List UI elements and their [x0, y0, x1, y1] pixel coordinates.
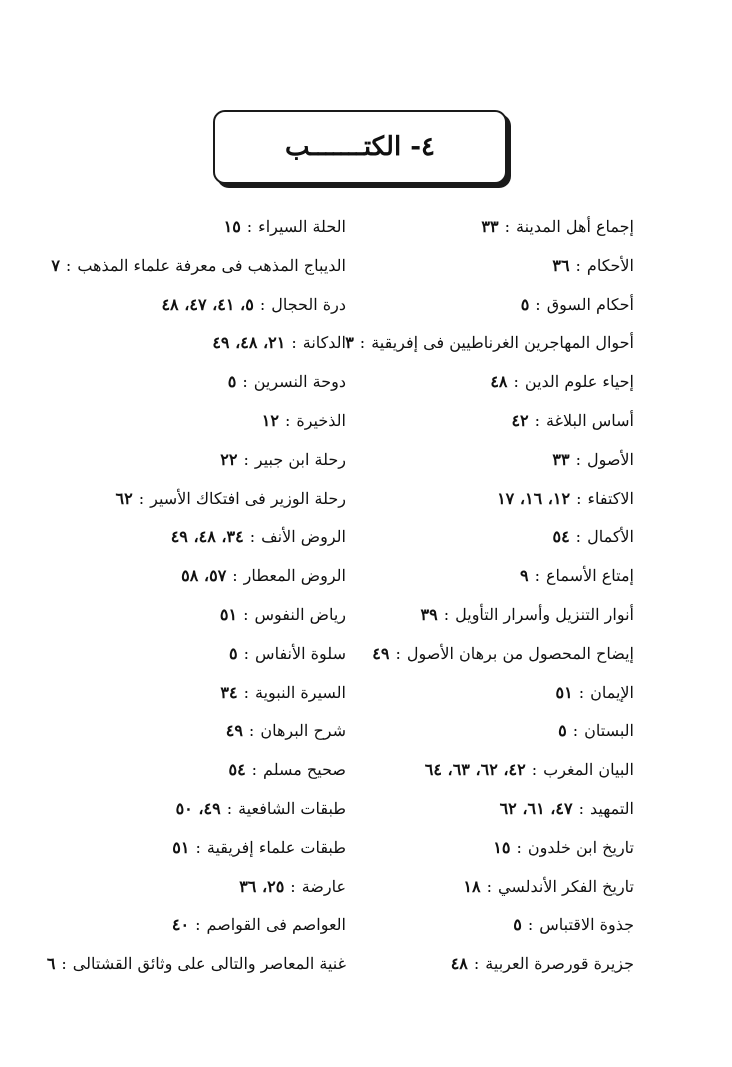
- separator: :: [243, 449, 249, 469]
- separator: :: [284, 410, 291, 430]
- separator: :: [395, 643, 401, 663]
- book-title: التمهيد: [590, 798, 634, 818]
- index-entry: [56, 208, 346, 247]
- index-entry: [374, 518, 634, 557]
- book-title: العواصم فى القواصم: [206, 915, 346, 935]
- page-numbers: ٣٦: [552, 255, 570, 275]
- page-numbers: ٥١: [555, 682, 573, 702]
- index-entry: [56, 829, 346, 868]
- index-entry: [374, 557, 634, 596]
- separator: :: [248, 721, 255, 741]
- book-title: جزيرة قورصرة العربية: [485, 954, 634, 974]
- separator: :: [232, 566, 238, 586]
- separator: :: [246, 217, 253, 236]
- separator: :: [291, 333, 297, 353]
- index-entry: [374, 790, 634, 829]
- index-entry: [56, 712, 346, 751]
- separator: :: [243, 604, 249, 624]
- index-entry: [374, 712, 634, 751]
- separator: :: [513, 372, 519, 392]
- page-numbers: ٩: [520, 566, 529, 586]
- book-title: الروض المعطار: [243, 566, 346, 586]
- page-numbers: ٣٩: [420, 604, 438, 624]
- book-title: إحياء علوم الدين: [524, 372, 634, 392]
- index-entry: [374, 868, 634, 907]
- index-entry: [56, 635, 346, 674]
- index-entry: [374, 480, 634, 519]
- page-numbers: ٢٥، ٣٦: [239, 876, 285, 896]
- book-title: الذخيرة: [296, 410, 346, 430]
- book-title: عارضة: [301, 876, 346, 896]
- book-title: طبقات علماء إفريقية: [206, 837, 346, 857]
- index-entry: [56, 286, 346, 325]
- book-title: تاريخ الفكر الأندلسي: [498, 876, 634, 896]
- page-numbers: ٥: [520, 294, 530, 314]
- book-title: رحلة ابن جبير: [254, 449, 346, 469]
- index-entry: [56, 518, 346, 557]
- page-numbers: ٢٢: [220, 449, 238, 469]
- index-entry: [46, 945, 346, 984]
- index-entry: [374, 635, 634, 674]
- index-entry: [51, 247, 346, 286]
- page-numbers: ٣٣: [552, 449, 570, 469]
- books-index-left-column: [46, 208, 346, 984]
- page-numbers: ٣: [345, 333, 354, 353]
- separator: :: [226, 798, 233, 818]
- separator: :: [576, 488, 582, 508]
- book-title: الحلة السيراء: [258, 217, 346, 236]
- page-numbers: ٤٢، ٦٢، ٦٣، ٦٤: [424, 760, 526, 780]
- page-numbers: ٤٠: [171, 915, 190, 935]
- page-numbers: ١٥: [223, 217, 241, 236]
- page-numbers: ٦٢: [115, 488, 133, 508]
- book-title: البستان: [584, 721, 634, 741]
- page-numbers: ١٢: [261, 410, 279, 430]
- book-title: جذوة الاقتباس: [539, 915, 634, 935]
- index-entry: [56, 324, 346, 363]
- section-title: ٤- الكتـــــــب: [284, 132, 435, 162]
- index-entry: [374, 286, 634, 325]
- book-title: البيان المغرب: [543, 760, 634, 780]
- page-numbers: ٥: [227, 372, 237, 392]
- page-numbers: ٤٩: [225, 721, 243, 741]
- separator: :: [572, 721, 579, 741]
- separator: :: [516, 837, 522, 857]
- index-entry: [56, 674, 346, 713]
- index-entry: [56, 790, 346, 829]
- book-title: الدكانة: [302, 333, 346, 353]
- separator: :: [527, 915, 534, 935]
- page-numbers: ٣٤، ٤٨، ٤٩: [170, 527, 244, 547]
- book-title: تاريخ ابن خلدون: [527, 837, 634, 857]
- book-title: الأصول: [586, 449, 634, 469]
- page-numbers: ١٨: [463, 876, 481, 896]
- separator: :: [534, 410, 541, 430]
- index-entry: [56, 480, 346, 519]
- book-title: طبقات الشافعية: [238, 798, 346, 818]
- book-title: سلوة الأنفاس: [255, 643, 346, 663]
- page-numbers: ٦: [46, 954, 56, 974]
- page-numbers: ٤٢: [511, 410, 529, 430]
- separator: :: [290, 876, 296, 896]
- section-heading-box: [213, 110, 507, 184]
- separator: :: [473, 954, 480, 974]
- index-entry: [56, 868, 346, 907]
- separator: :: [61, 954, 67, 974]
- page-numbers: ٣٣: [481, 217, 499, 236]
- index-entry: [374, 945, 634, 984]
- book-title: أحكام السوق: [546, 294, 634, 314]
- page-numbers: ٥٤: [228, 760, 246, 780]
- book-title: الاكتفاء: [587, 488, 634, 508]
- index-entry: [56, 363, 346, 402]
- index-entry: [374, 208, 634, 247]
- separator: :: [504, 217, 510, 236]
- book-title: الأكمال: [587, 527, 634, 547]
- separator: :: [243, 682, 249, 702]
- separator: :: [534, 566, 540, 586]
- page-numbers: ٤٧، ٦١، ٦٢: [499, 798, 573, 818]
- page-numbers: ٢١، ٤٨، ٤٩: [212, 333, 286, 353]
- separator: :: [242, 372, 248, 392]
- index-entry: [374, 906, 634, 945]
- index-entry: [374, 674, 634, 713]
- separator: :: [249, 527, 256, 547]
- page-numbers: ٥٧، ٥٨: [181, 566, 227, 586]
- index-entry: [374, 402, 634, 441]
- page-numbers: ٥١: [219, 604, 238, 624]
- page-numbers: ١٢، ١٦، ١٧: [497, 488, 571, 508]
- separator: :: [138, 488, 145, 508]
- book-title: السيرة النبوية: [255, 682, 346, 702]
- separator: :: [195, 837, 201, 857]
- book-title: الأحكام: [586, 255, 634, 275]
- index-entry: [374, 596, 634, 635]
- page-numbers: ٥: [513, 915, 522, 935]
- separator: :: [578, 682, 585, 702]
- index-entry: [345, 324, 634, 363]
- books-index-right-column: [345, 208, 634, 984]
- book-title: أحوال المهاجرين الغرناطيين فى إفريقية: [371, 333, 634, 353]
- index-entry: [56, 402, 346, 441]
- page-numbers: ٥: [229, 643, 238, 663]
- book-title: الروض الأنف: [261, 527, 346, 547]
- page-numbers: ٥: [558, 721, 567, 741]
- index-entry: [374, 829, 634, 868]
- separator: :: [443, 604, 450, 624]
- separator: :: [359, 333, 366, 353]
- page-numbers: ٣٤: [220, 682, 238, 702]
- separator: :: [575, 527, 582, 547]
- book-title: إمتاع الأسماع: [546, 566, 634, 586]
- page-numbers: ٤٨: [450, 954, 468, 974]
- separator: :: [243, 643, 250, 663]
- index-entry: [56, 906, 346, 945]
- book-title: صحيح مسلم: [263, 760, 346, 780]
- index-entry: [374, 441, 634, 480]
- separator: :: [575, 449, 581, 469]
- book-title: دوحة النسرين: [253, 372, 346, 392]
- separator: :: [251, 760, 258, 780]
- separator: :: [259, 294, 266, 314]
- book-title: درة الحجال: [271, 294, 346, 314]
- book-title: أنوار التنزيل وأسرار التأويل: [455, 604, 634, 624]
- index-entry: [56, 557, 346, 596]
- index-entry: [56, 441, 346, 480]
- page-numbers: ٤٩، ٥٠: [175, 798, 221, 818]
- index-entry: [374, 751, 634, 790]
- book-title: أساس البلاغة: [546, 410, 634, 430]
- book-title: رحلة الوزير فى افتكاك الأسير: [150, 488, 346, 508]
- separator: :: [535, 294, 541, 314]
- page-numbers: ٥، ٤١، ٤٧، ٤٨: [161, 294, 254, 314]
- separator: :: [195, 915, 201, 935]
- page-numbers: ٤٩: [372, 643, 390, 663]
- separator: :: [486, 876, 492, 896]
- page-numbers: ١٥: [493, 837, 511, 857]
- page-numbers: ٥٤: [552, 527, 570, 547]
- book-title: غنية المعاصر والتالى على وثائق القشتالى: [72, 954, 346, 974]
- index-entry: [374, 363, 634, 402]
- page-numbers: ٥١: [172, 837, 190, 857]
- index-entry: [374, 247, 634, 286]
- book-title: إيضاح المحصول من برهان الأصول: [406, 643, 634, 663]
- separator: :: [575, 255, 581, 275]
- book-title: الإيمان: [590, 682, 634, 702]
- page-numbers: ٤٨: [490, 372, 508, 392]
- separator: :: [578, 798, 584, 818]
- book-title: شرح البرهان: [260, 721, 346, 741]
- book-title: الديباج المذهب فى معرفة علماء المذهب: [77, 255, 346, 275]
- page-numbers: ٧: [51, 255, 60, 275]
- index-entry: [56, 751, 346, 790]
- index-entry: [56, 596, 346, 635]
- book-title: رياض النفوس: [254, 604, 346, 624]
- book-title: إجماع أهل المدينة: [515, 217, 634, 236]
- separator: :: [65, 255, 72, 275]
- separator: :: [531, 760, 538, 780]
